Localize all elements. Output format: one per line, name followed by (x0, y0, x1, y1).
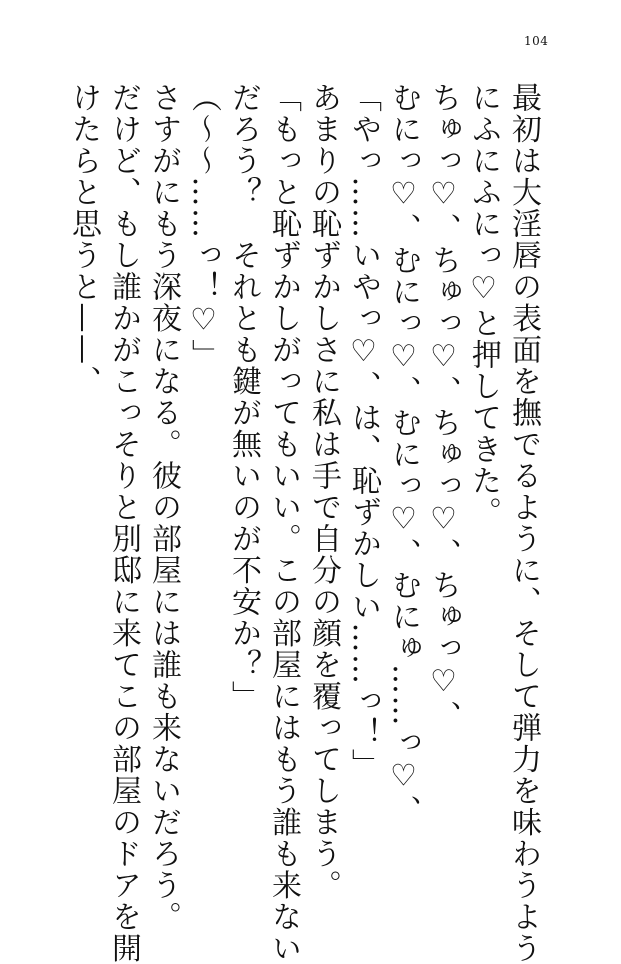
text-line: むにっ♡、むにっ♡、むにっ♡、むにゅ……っ♡、 (386, 82, 421, 827)
text-line: だろう？ それとも鍵が無いのが不安か？」 (226, 82, 261, 712)
text-line: にふにふにっ♡と押してきた。 (466, 82, 501, 528)
text-line: あまりの恥ずかしさに私は手で自分の顔を覆ってしまう。 (306, 82, 341, 901)
text-line: 最初は大淫唇の表面を撫でるように、そして弾力を味わうよう (506, 82, 541, 964)
text-line: さすがにもう深夜になる。彼の部屋には誰も来ないだろう。 (146, 82, 181, 933)
text-line: （〜〜……っ！♡」 (186, 82, 221, 371)
text-line: だけど、もし誰かがこっそりと別邸に来てこの部屋のドアを開 (106, 82, 141, 964)
text-line: 「もっと恥ずかしがってもいい。この部屋にはもう誰も来ない (266, 82, 301, 964)
body-text (63, 82, 543, 964)
text-line: ちゅっ♡、ちゅっ♡、ちゅっ♡、ちゅっ♡、 (426, 82, 461, 732)
page-number: 104 (524, 34, 549, 48)
text-line: 「やっ……いやっ♡、は、恥ずかしい……っ！」 (346, 82, 381, 780)
text-line: けたらと思うと——、 (66, 82, 101, 397)
